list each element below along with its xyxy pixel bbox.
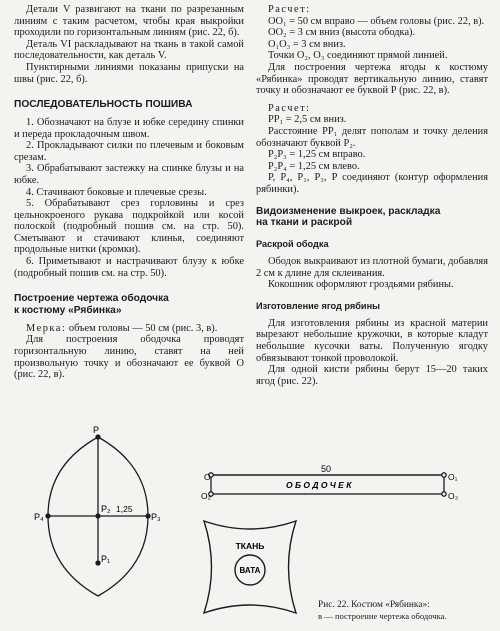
measure-paragraph	[14, 323, 244, 335]
formula: PP₁ = 2,5 см вниз.	[268, 114, 347, 126]
label-o1: O₁	[448, 472, 458, 482]
heading-line: Построение чертежа ободочка	[14, 293, 169, 305]
figure-caption	[318, 600, 494, 621]
step-item: 3. Обрабатывают застежку на спинке блузы и на юбке.	[14, 163, 244, 186]
formula: O₁O₃ = 3 см вниз.	[268, 38, 346, 50]
measure-label: Мерка:	[26, 322, 67, 334]
formula: P₂P₃ = 1,25 см вправо.	[268, 149, 366, 161]
paragraph: Детали V развигают на ткани по разрезанным линиям с таким расчетом, чтобы края выкройки проходили по горизонтальным линиям (рис. 22, б).	[14, 4, 244, 39]
paragraph: Кокошник оформляют гроздьями рябины.	[268, 279, 454, 291]
paragraph: Для одной кисти рябины берут 15—20 таких ягод (рис. 22).	[256, 364, 488, 387]
berry-drawing	[46, 435, 150, 596]
paragraph: Для изготовления рябины из красной материи вырезают небольшие кружочки, в которые кладут небольшие кусочки ваты. Полученную ягодку обвязывают тонкой проволокой.	[256, 317, 488, 364]
right-column	[256, 4, 488, 387]
calc-label: Расчет:	[268, 102, 311, 114]
step-item: 5. Обрабатывают срез горловины и срез цельнокроеного рукава подкройкой или косой полоской (подробный пошив см. на стр. 50). Сметывают и стачивают клинья, соединяют продольные нитки (кромки).	[14, 198, 244, 256]
heading-line: на ткани и раскрой	[256, 217, 353, 229]
paragraph: Пунктирными линиями показаны припуски на швы (рис. 22, б).	[14, 61, 244, 85]
section-heading-sequence: ПОСЛЕДОВАТЕЛЬНОСТЬ ПОШИВА	[14, 99, 193, 111]
section-heading-modification	[256, 206, 488, 230]
formula: OO₁ = 50 см вправо — объем головы (рис. 22, в).	[268, 15, 485, 27]
paragraph: Расстояние PP₁ делят пополам и точку деления обозначают буквой P₂.	[256, 125, 488, 149]
step-item: 4. Стачивают боковые и плечевые срезы.	[26, 186, 207, 198]
paragraph: Для построения чертежа ягоды к костюму «Рябинка» проводят вертикальную линию, ставят точку и обозначают ее буквой Р (рис. 22, в).	[256, 61, 488, 97]
label-cotton: ВАТА	[239, 566, 261, 575]
headband-label: О Б О Д О Ч Е К	[286, 480, 352, 490]
paragraph: Точки O₂, O₃ соединяют прямой линией.	[268, 50, 448, 62]
label-dim: 1,25	[116, 504, 133, 514]
subheading-berries: Изготовление ягод рябины	[256, 300, 380, 311]
formula: OO₂ = 3 см вниз (высота ободка).	[268, 27, 416, 39]
caption-subtitle: в — построение чертежа ободочка.	[318, 610, 447, 621]
formula: P₂P₄ = 1,25 см влево.	[268, 160, 360, 172]
section-heading-headband	[14, 293, 244, 317]
step-item: 6. Приметывают и настрачивают блузу к юбке (подробный пошив см. на стр. 50).	[14, 256, 244, 279]
paragraph: P, P₄, P₁, P₃, P соединяют (контур оформления рябинки).	[256, 172, 488, 195]
measure-text: объем головы — 50 см (рис. 3, в).	[66, 322, 218, 334]
calc-label: Расчет:	[268, 4, 311, 15]
step-item: 1. Обозначают на блузе и юбке середину спинки и переда прокладочным швом.	[14, 116, 244, 140]
heading-line: к костюму «Рябинка»	[14, 305, 122, 317]
label-p: P	[93, 425, 100, 435]
paragraph: Деталь VI раскладывают на ткань в такой самой последовательности, как деталь V.	[14, 38, 244, 62]
paragraph: Для построения ободочка проводят горизонтальную линию, ставят на ней произвольную точку и обозначают ее буквой О (рис. 22, в).	[14, 334, 244, 381]
label-length: 50	[321, 464, 332, 474]
label-p1: P₁	[101, 554, 111, 564]
subheading-cut: Раскрой ободка	[256, 239, 329, 250]
left-column	[14, 4, 244, 381]
label-o: O	[204, 472, 211, 482]
label-fabric: ТКАНЬ	[235, 541, 265, 551]
label-o2: O₂	[201, 491, 211, 501]
label-p2: P₂	[101, 504, 111, 514]
caption-title: Рис. 22. Костюм «Рябинка»:	[318, 600, 430, 610]
paragraph: Ободок выкраивают из плотной бумаги, добавляя 2 см к длине для склеивания.	[256, 256, 488, 279]
heading-line: Видоизменение выкроек, раскладка	[256, 205, 441, 217]
label-p4: P₄	[34, 512, 44, 522]
step-item: 2. Прокладывают силки по плечевым и боковым срезам.	[14, 140, 244, 163]
label-p3: P₃	[151, 512, 161, 522]
label-o3: O₃	[448, 491, 459, 501]
